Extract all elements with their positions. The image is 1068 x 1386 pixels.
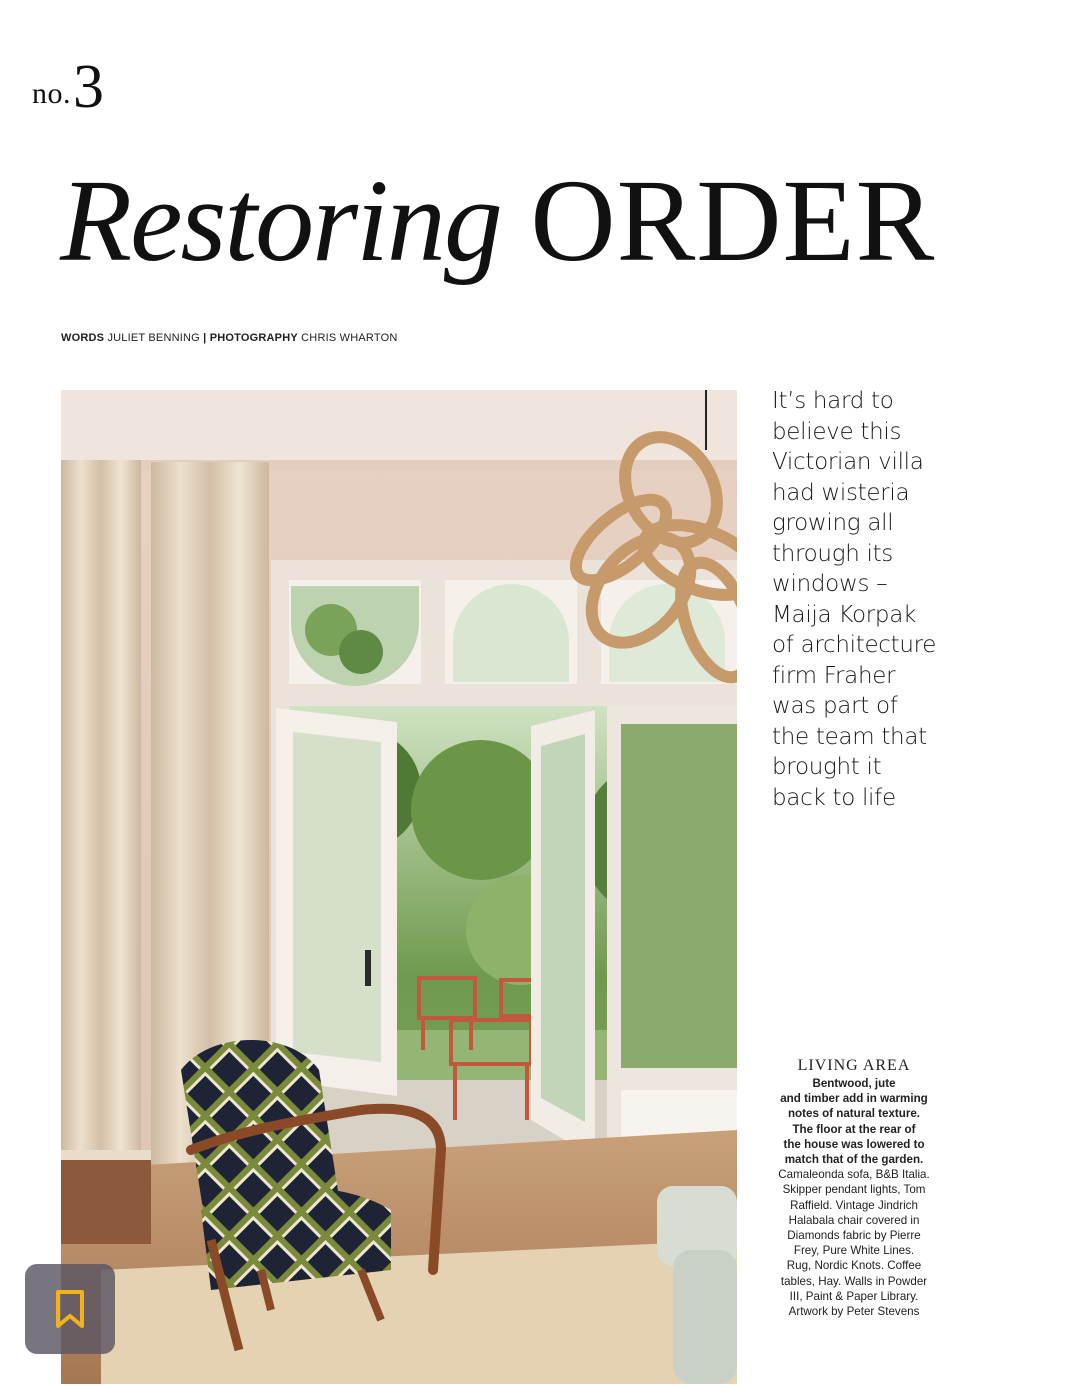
caption-line: Halabala chair covered in <box>788 1213 920 1227</box>
article-title <box>60 155 936 286</box>
caption-line: Rug, Nordic Knots. Coffee <box>786 1259 922 1273</box>
standfirst-line: firm Fraher <box>772 662 896 689</box>
issue-number <box>32 52 104 123</box>
caption-bold-line: notes of natural texture. <box>787 1107 921 1121</box>
words-label: WORDS <box>61 332 105 344</box>
standfirst-line: was part of <box>772 693 898 719</box>
issue-prefix: no. <box>32 77 71 110</box>
photography-name: CHRIS WHARTON <box>301 332 398 344</box>
standfirst-line: It’s hard to <box>772 388 894 414</box>
standfirst <box>772 386 972 813</box>
standfirst-line: Victorian villa <box>772 449 924 475</box>
standfirst-line: the team that <box>772 723 927 750</box>
words-name: JULIET BENNING <box>107 332 200 344</box>
standfirst-line: Maija Korpak <box>772 601 917 628</box>
bookmark-icon <box>53 1289 87 1329</box>
title-italic: Restoring <box>60 155 501 286</box>
caption-bold-line: and timber add in warming <box>780 1092 928 1106</box>
standfirst-line: windows – <box>772 571 888 597</box>
standfirst-line: believe this <box>772 418 902 445</box>
caption-line: Raffield. Vintage Jindrich <box>790 1198 918 1212</box>
caption-bold-line: the house was lowered to <box>783 1137 925 1151</box>
standfirst-line: had wisteria <box>772 479 910 506</box>
title-caps: ORDER <box>530 155 936 286</box>
caption-bold-line: match that of the garden. <box>784 1153 924 1167</box>
standfirst-line: brought it <box>772 754 882 780</box>
caption-bold-line: Bentwood, jute <box>812 1077 896 1090</box>
byline-separator: | <box>203 332 207 344</box>
byline <box>61 332 397 344</box>
caption-bold-line: The floor at the rear of <box>792 1122 916 1136</box>
caption-line: III, Paint & Paper Library. <box>789 1289 919 1303</box>
standfirst-line: through its <box>772 540 893 567</box>
photography-label: PHOTOGRAPHY <box>209 332 298 344</box>
living-room-photo <box>61 390 737 1384</box>
standfirst-line: of architecture <box>772 632 937 658</box>
issue-digit: 3 <box>73 53 104 121</box>
caption-line: Camaleonda sofa, B&B Italia. <box>778 1168 930 1182</box>
caption-line: tables, Hay. Walls in Powder <box>780 1274 928 1288</box>
caption-line: Skipper pendant lights, Tom <box>782 1183 926 1197</box>
caption-line: Artwork by Peter Stevens <box>788 1305 920 1319</box>
photo-caption <box>768 1056 940 1319</box>
standfirst-line: growing all <box>772 510 894 536</box>
caption-line: Frey, Pure White Lines. <box>793 1244 915 1258</box>
standfirst-line: back to life <box>772 784 896 811</box>
caption-heading: LIVING AREA <box>797 1057 911 1074</box>
caption-line: Diamonds fabric by Pierre <box>787 1229 921 1243</box>
bookmark-button[interactable] <box>25 1264 115 1354</box>
